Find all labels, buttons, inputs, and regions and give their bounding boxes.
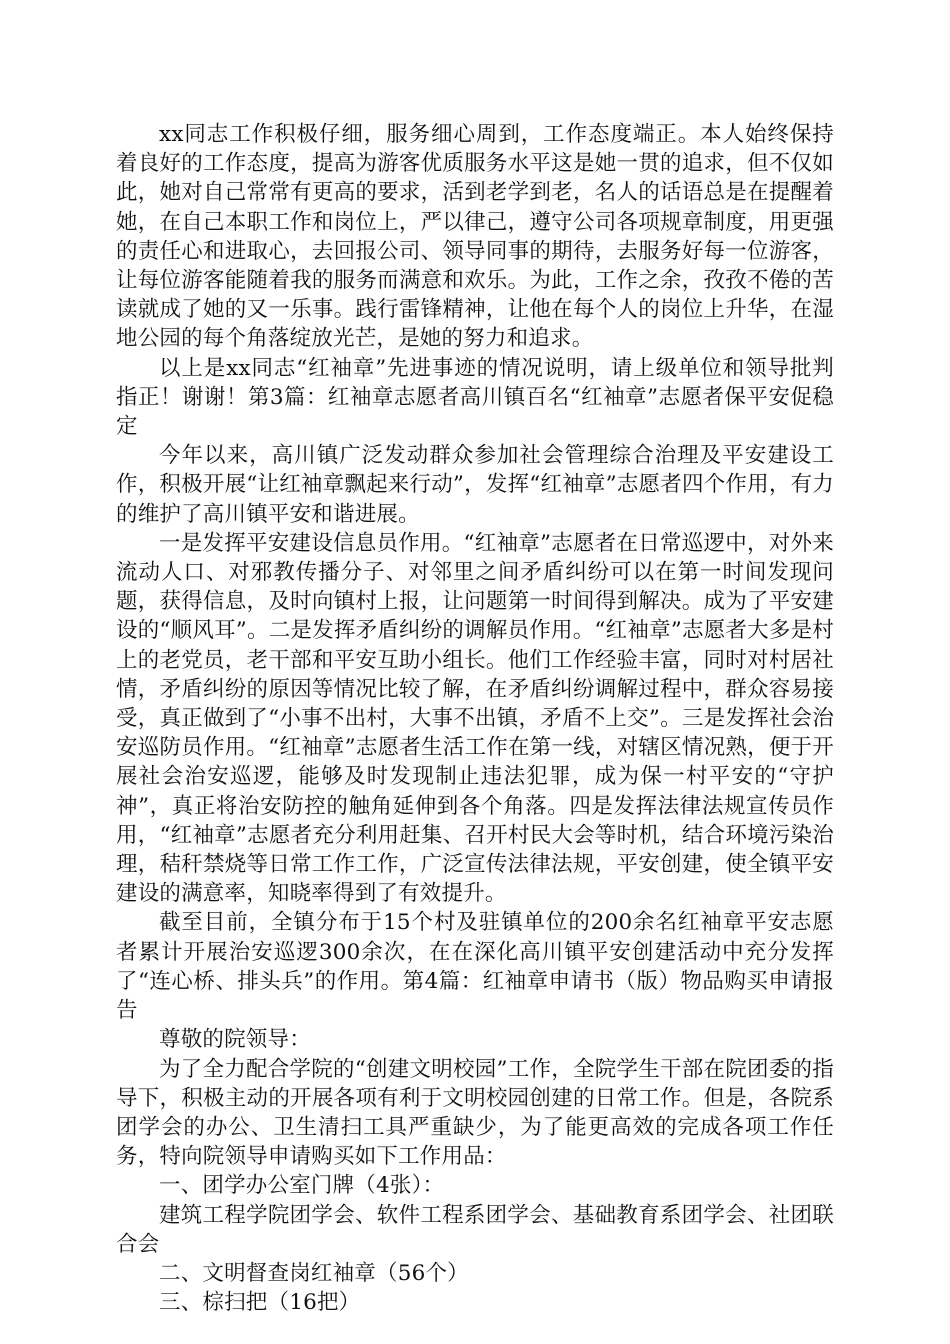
paragraph-salutation: 尊敬的院领导： xyxy=(159,1027,311,1053)
paragraph-explanation-and-heading-3: 以上是xx同志“红袖章”先进事迹的情况说明，请上级单位和领导批判指正！谢谢！第3篇：红袖章志愿者高川镇百名“红袖章”志愿者保平安促稳定 xyxy=(116,355,834,440)
paragraph-xx-comrade-work: xx同志工作积极仔细，服务细心周到，工作态度端正。本人始终保持着良好的工作态度，提高为游客优质服务水平这是她一贯的追求，但不仅如此，她对自己常常有更高的要求，活到老学到老，名人的话语总是在提醒着她，在自己本职工作和岗位上，严以律己，遵守公司各项规章制度，用更强的责任心和进取心，去回报公司、领导同事的期待，去服务好每一位游客，让每位游客能随着我的服务而满意和欢乐。为此，工作之余，孜孜不倦的苦读就成了她的又一乐事。践行雷锋精神，让他在每个人的岗位上升华，在湿地公园的每个角落绽放光芒，是她的努力和追求。 xyxy=(116,122,834,352)
paragraph-four-roles: 一是发挥平安建设信息员作用。“红袖章”志愿者在日常巡逻中，对外来流动人口、对邪教传播分子、对邻里之间矛盾纠纷可以在第一时间发现问题，获得信息，及时向镇村上报，让问题第一时间得到解决。成为了平安建设的“顺风耳”。二是发挥矛盾纠纷的调解员作用。“红袖章”志愿者大多是村上的老党员，老干部和平安互助小组长。他们工作经验丰富，同时对村居社情，矛盾纠纷的原因等情况比较了解，在矛盾纠纷调解过程中，群众容易接受，真正做到了“小事不出村，大事不出镇，矛盾不上交”。三是发挥社会治安巡防员作用。“红袖章”志愿者生活工作在第一线，对辖区情况熟，便于开展社会治安巡逻，能够及时发现制止违法犯罪，成为保一村平安的“守护神”，真正将治安防控的触角延伸到各个角落。四是发挥法律法规宣传员作用，“红袖章”志愿者充分利用赶集、召开村民大会等时机，结合环境污染治理，秸秆禁烧等日常工作工作，广泛宣传法律法规，平安创建，使全镇平安建设的满意率，知晓率得到了有效提升。 xyxy=(116,530,834,907)
paragraph-gaochuan-intro: 今年以来，高川镇广泛发动群众参加社会管理综合治理及平安建设工作，积极开展“让红袖章飘起来行动”，发挥“红袖章”志愿者四个作用，有力的维护了高川镇平安和谐进展。 xyxy=(116,443,834,527)
paragraph-results-and-heading-4: 截至目前，全镇分布于15个村及驻镇单位的200余名红袖章平安志愿者累计开展治安巡逻300余次，在在深化高川镇平安创建活动中充分发挥了“连心桥、排头兵”的作用。第4篇：红袖章申请书（版）物品购买申请报告 xyxy=(116,910,834,1024)
list-item-brooms: 三、棕扫把（16把） xyxy=(159,1290,361,1316)
list-item-door-plates-detail: 建筑工程学院团学会、软件工程系团学会、基础教育系团学会、社团联合会 xyxy=(116,1202,834,1257)
list-item-armbands: 二、文明督查岗红袖章（56个） xyxy=(159,1260,469,1286)
list-item-door-plates: 一、团学办公室门牌（4张）： xyxy=(159,1173,445,1199)
document-body xyxy=(116,120,834,1317)
paragraph-request-body: 为了全力配合学院的“创建文明校园”工作，全院学生干部在院团委的指导下，积极主动的开展各项有利于文明校园创建的日常工作。但是，各院系团学会的办公、卫生清扫工具严重缺少，为了能更高效的完成各项工作任务，特向院领导申请购买如下工作用品： xyxy=(116,1056,834,1170)
